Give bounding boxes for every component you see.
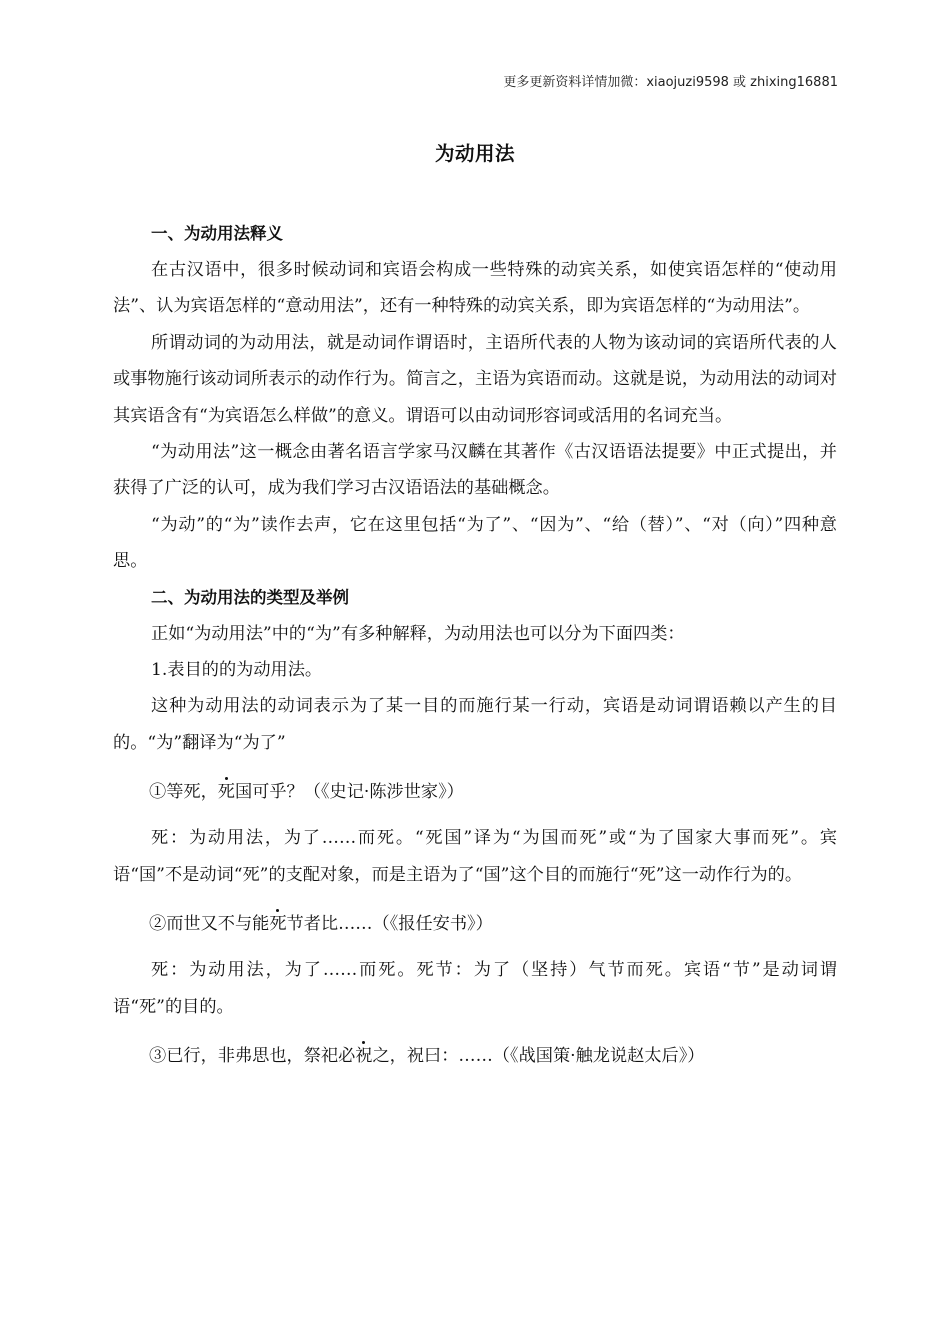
paragraph: 在古汉语中，很多时候动词和宾语会构成一些特殊的动宾关系，如使宾语怎样的“使动用法”、认为宾语怎样的“意动用法”，还有一种特殊的动宾关系，即为宾语怎样的“为动用法”。 <box>113 260 837 317</box>
paragraph: “为动用法”这一概念由著名语言学家马汉麟在其著作《古汉语语法提要》中正式提出，并获得了广泛的认可，成为我们学习古汉语语法的基础概念。 <box>113 442 837 499</box>
example-number: ③ <box>149 1045 167 1066</box>
paragraph: 所谓动词的为动用法，就是动词作谓语时，主语所代表的人物为该动词的宾语所代表的人或事物施行该动词所表示的动作行为。简言之，主语为宾语而动。这就是说，为动用法的动词对其宾语含有“为宾语怎么样做”的意义。谓语可以由动词形容词或活用的名词充当。 <box>113 332 837 426</box>
example-sentence <box>113 906 837 942</box>
emphasized-character: 祝 <box>355 1045 373 1066</box>
emphasized-character: 死 <box>269 914 287 935</box>
document-body <box>113 216 837 1074</box>
type1-title: 1.表目的的为动用法。 <box>151 660 323 681</box>
paragraph: 正如“为动用法”中的“为”有多种解释，为动用法也可以分为下面四类： <box>151 623 685 644</box>
section2-heading: 二、为动用法的类型及举例 <box>151 587 349 607</box>
example-explanation: 死：为动用法，为了……而死。“死国”译为“为国而死”或“为了国家大事而死”。宾语“国”不是动词“死”的支配对象，而是主语为了“国”这个目的而施行“死”这一动作行为的。 <box>113 828 837 885</box>
example-sentence <box>113 1038 837 1074</box>
example-text: 等死， <box>166 782 218 803</box>
header-contact: 更多更新资料详情加微：xiaojuzi9598 或 zhixing16881 <box>503 75 838 90</box>
example-text: 之，祝曰：……（《战国策·触龙说赵太后》） <box>372 1045 705 1066</box>
example-text: 而世又不与能 <box>166 914 270 935</box>
example-number: ① <box>149 782 167 803</box>
example-explanation: 死：为动用法，为了……而死。死节：为了（坚持）气节而死。宾语“节”是动词谓语“死”的目的。 <box>113 960 837 1017</box>
example-text: 已行，非弗思也，祭祀必 <box>166 1045 356 1066</box>
page-title: 为动用法 <box>434 142 515 165</box>
emphasized-character: 死 <box>217 782 235 803</box>
paragraph: “为动”的“为”读作去声，它在这里包括“为了”、“因为”、“给（替）”、“对（向）”四种意思。 <box>113 514 837 572</box>
example-text: 国可乎？（《史记·陈涉世家》） <box>234 782 464 803</box>
example-sentence <box>113 774 837 810</box>
section1-heading: 一、为动用法释义 <box>151 224 283 243</box>
example-text: 节者比……（《报任安书》） <box>286 914 493 935</box>
example-number: ② <box>149 914 167 935</box>
paragraph: 这种为动用法的动词表示为了某一目的而施行某一行动，宾语是动词谓语赖以产生的目的。“为”翻译为“为了” <box>113 696 837 753</box>
